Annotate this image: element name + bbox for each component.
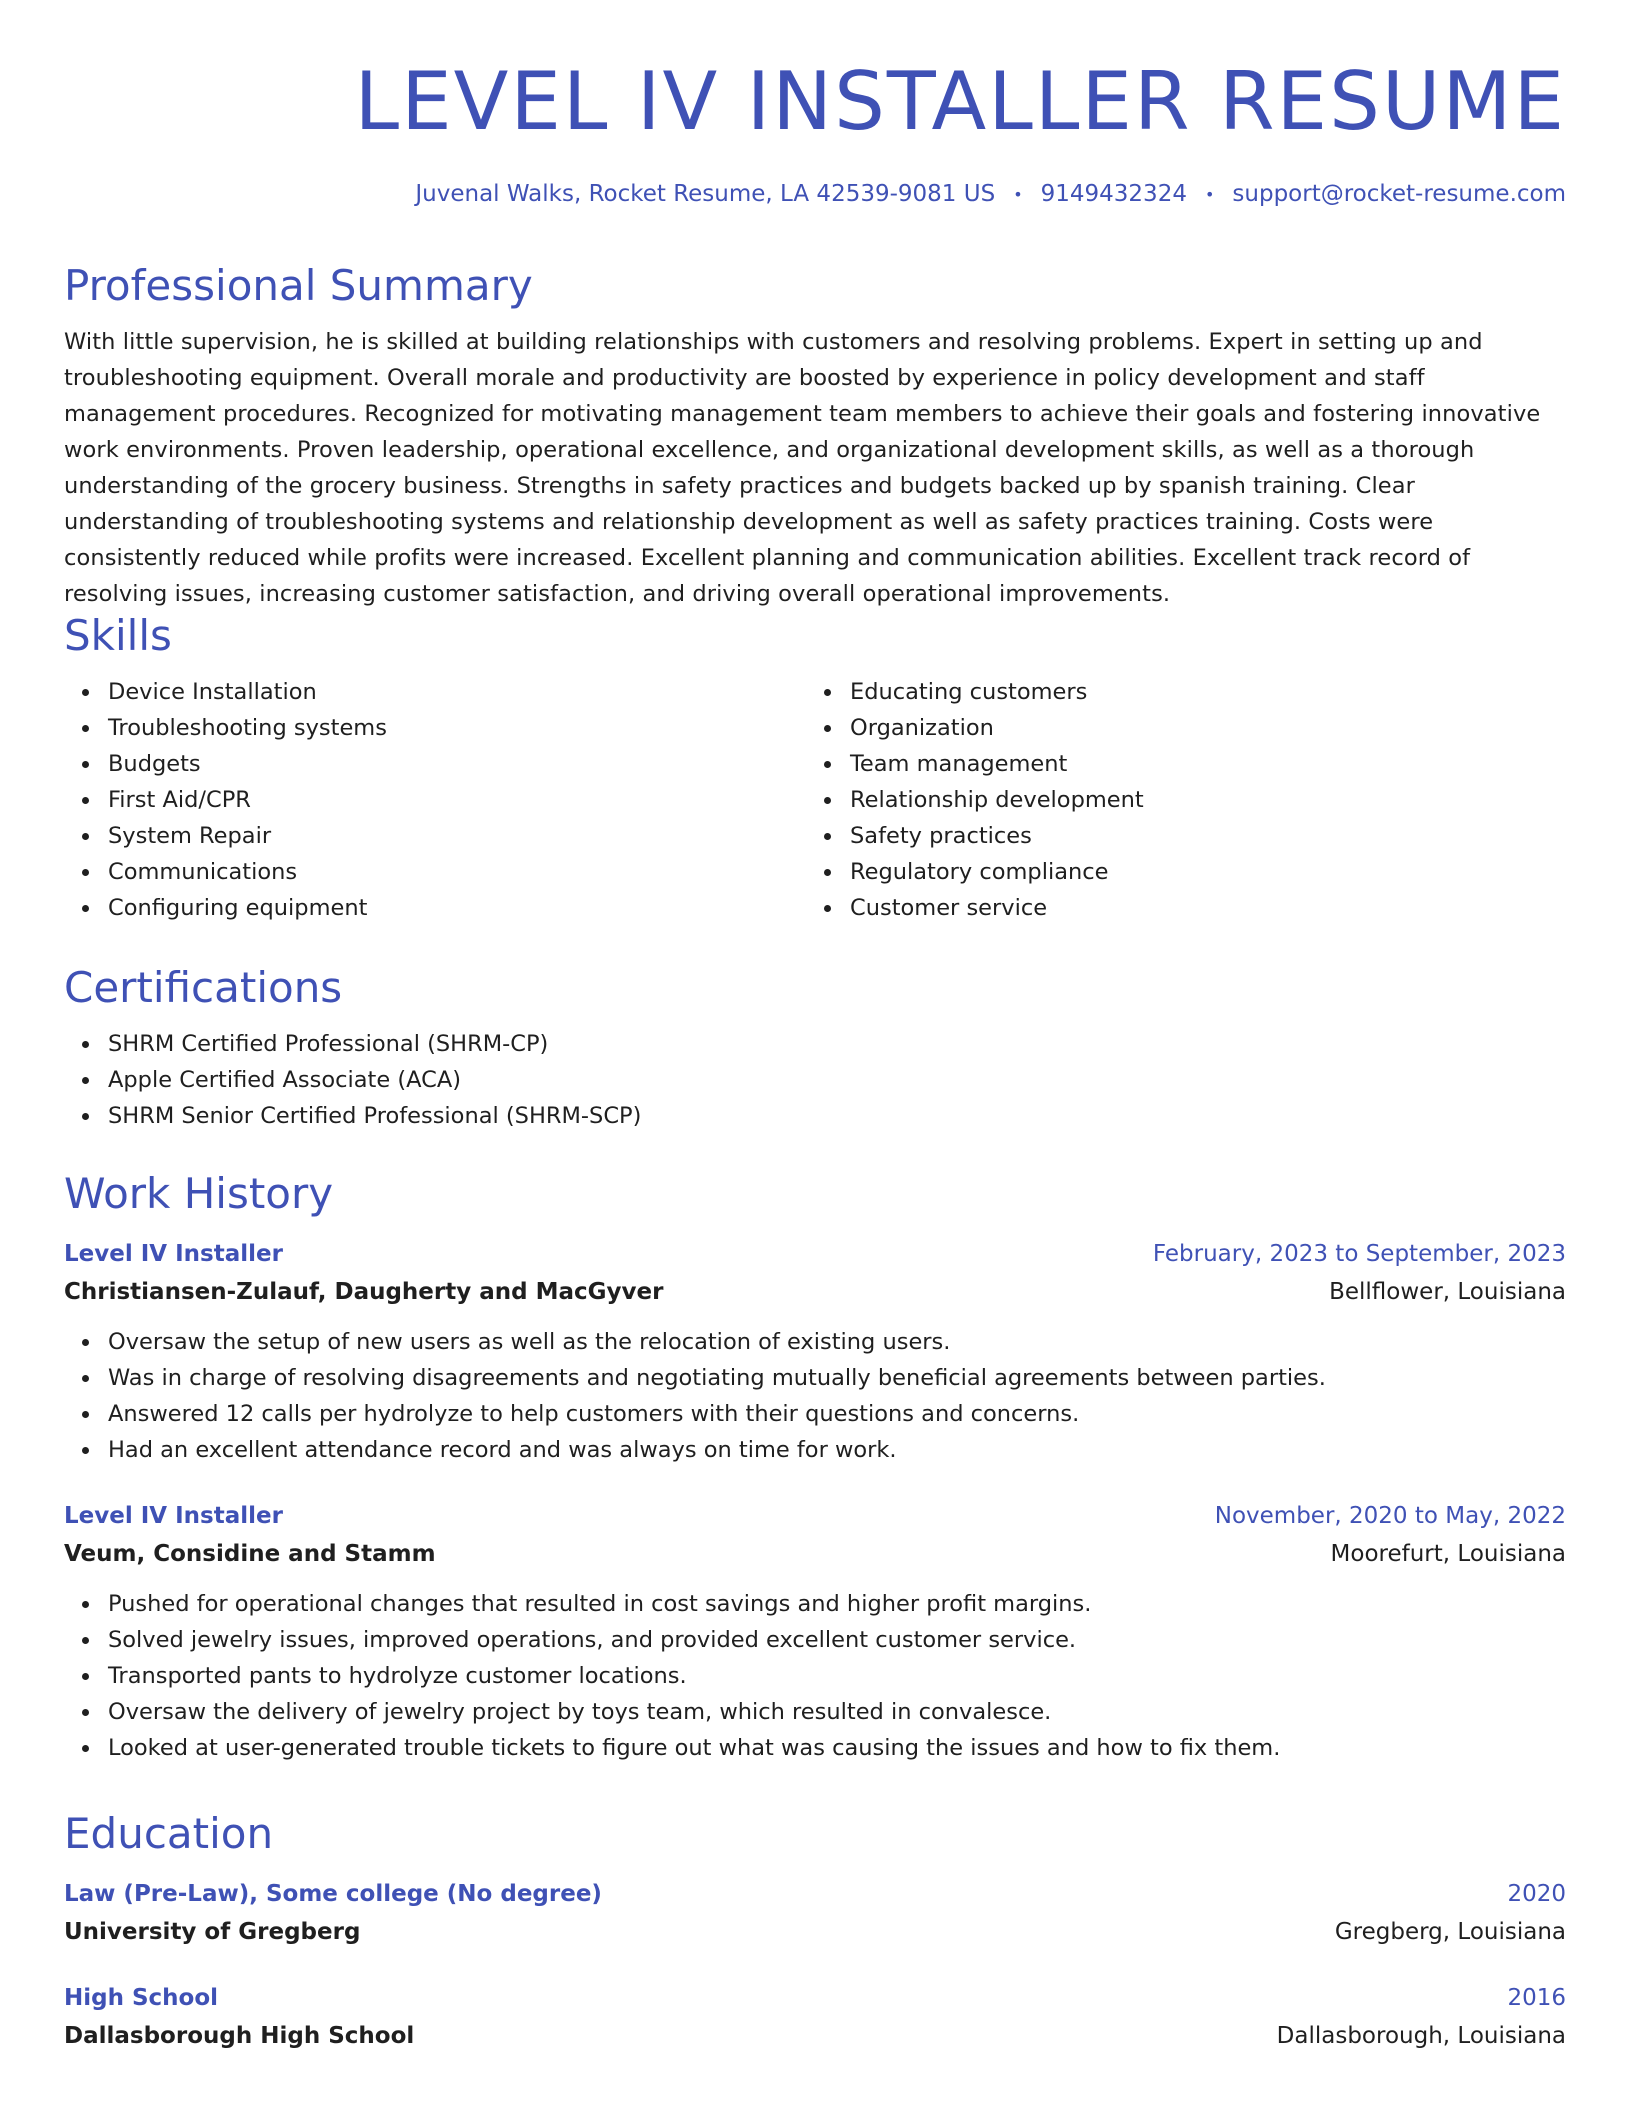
contact-separator: • [1013,184,1023,204]
job-bullet: Oversaw the setup of new users as well as the relocation of existing users. [64,1324,1566,1360]
education-subheader [64,2016,1566,2056]
job-bullets [64,1586,1566,1766]
skill-item: Relationship development [806,782,1548,818]
education-location: Dallasborough, Louisiana [1276,2023,1566,2049]
skills-right-list [806,674,1548,926]
job-header [64,1498,1566,1534]
job-company: Veum, Considine and Stamm [64,1541,436,1567]
skill-item: Configuring equipment [64,890,806,926]
job-entry [64,1236,1566,1468]
education-section [64,1808,1566,2056]
certifications-section [64,962,1566,1134]
summary-heading: Professional Summary [64,261,533,310]
certification-item: SHRM Certified Professional (SHRM-CP) [64,1026,1566,1062]
work-history-section [64,1168,1566,1766]
job-bullet: Transported pants to hydrolyze customer locations. [64,1658,1566,1694]
certification-item: SHRM Senior Certified Professional (SHRM-SCP) [64,1098,1566,1134]
education-heading: Education [64,1809,274,1858]
skill-item: Team management [806,746,1548,782]
education-year: 2020 [1507,1881,1566,1907]
skill-item: Device Installation [64,674,806,710]
education-entry [64,1876,1566,1952]
job-dates: February, 2023 to September, 2023 [1152,1241,1566,1267]
skill-item: Organization [806,710,1548,746]
skill-item: Safety practices [806,818,1548,854]
resume-title: LEVEL IV INSTALLER RESUME [354,55,1566,148]
job-bullet: Looked at user-generated trouble tickets to figure out what was causing the issues and how to fix them. [64,1730,1566,1766]
contact-address: Juvenal Walks, Rocket Resume, LA 42539-9081 US [415,181,996,207]
job-bullet: Answered 12 calls per hydrolyze to help customers with their questions and concerns. [64,1396,1566,1432]
skill-item: Communications [64,854,806,890]
education-degree: Law (Pre-Law), Some college (No degree) [64,1881,602,1907]
education-school: University of Gregberg [64,1919,361,1945]
job-title: Level IV Installer [64,1241,283,1267]
skills-grid [64,674,1566,926]
job-subheader [64,1272,1566,1312]
contact-line [64,176,1566,212]
resume-page [64,0,1566,2049]
job-dates: November, 2020 to May, 2022 [1214,1503,1566,1529]
skill-item: Customer service [806,890,1548,926]
job-title: Level IV Installer [64,1503,283,1529]
job-location: Moorefurt, Louisiana [1330,1541,1566,1567]
job-bullet: Solved jewelry issues, improved operations, and provided excellent customer service. [64,1622,1566,1658]
contact-email[interactable]: support@rocket-resume.com [1232,181,1566,207]
contact-separator: • [1204,184,1215,204]
education-year: 2016 [1507,1985,1566,2011]
skill-item: Budgets [64,746,806,782]
education-location: Gregberg, Louisiana [1334,1919,1566,1945]
education-degree: High School [64,1985,219,2011]
summary-section [64,260,1566,612]
job-bullets [64,1324,1566,1468]
skill-item: Troubleshooting systems [64,710,806,746]
summary-text: With little supervision, he is skilled at building relationships with customers and resolving problems. Expert in setting up and troubleshooting equipment. Overall morale and productivity are boosted by experience in policy development and staff management procedures. Recognized for motivating management team members to achieve their goals and fostering innovative work environments. Proven leadership, operational excellence, and organizational development skills, as well as a thorough understanding of the grocery business. Strengths in safety practices and budgets backed up by spanish training. Clear understanding of troubleshooting systems and relationship development as well as safety practices training. Costs were consistently reduced while profits were increased. Excellent planning and communication abilities. Excellent track record of resolving issues, increasing customer satisfaction, and driving overall operational improvements. [64,329,1541,607]
skill-item: First Aid/CPR [64,782,806,818]
job-location: Bellflower, Louisiana [1329,1279,1566,1305]
certifications-list [64,1026,1566,1134]
skill-item: Educating customers [806,674,1548,710]
job-company: Christiansen-Zulauf, Daugherty and MacGyver [64,1279,664,1305]
education-school: Dallasborough High School [64,2023,415,2049]
contact-phone: 9149432324 [1040,181,1187,207]
work-history-heading: Work History [64,1169,334,1218]
job-bullet: Oversaw the delivery of jewelry project by toys team, which resulted in convalesce. [64,1694,1566,1730]
skills-heading: Skills [64,611,172,660]
job-bullet: Had an excellent attendance record and was always on time for work. [64,1432,1566,1468]
education-entry [64,1980,1566,2056]
certification-item: Apple Certified Associate (ACA) [64,1062,1566,1098]
education-header [64,1876,1566,1912]
job-bullet: Was in charge of resolving disagreements and negotiating mutually beneficial agreements between parties. [64,1360,1566,1396]
certifications-heading: Certifications [64,963,343,1012]
skill-item: Regulatory compliance [806,854,1548,890]
job-subheader [64,1534,1566,1574]
education-header [64,1980,1566,2016]
education-subheader [64,1912,1566,1952]
skills-left-list [64,674,806,926]
skill-item: System Repair [64,818,806,854]
job-header [64,1236,1566,1272]
skills-section [64,610,1566,926]
job-entry [64,1498,1566,1766]
job-bullet: Pushed for operational changes that resulted in cost savings and higher profit margins. [64,1586,1566,1622]
